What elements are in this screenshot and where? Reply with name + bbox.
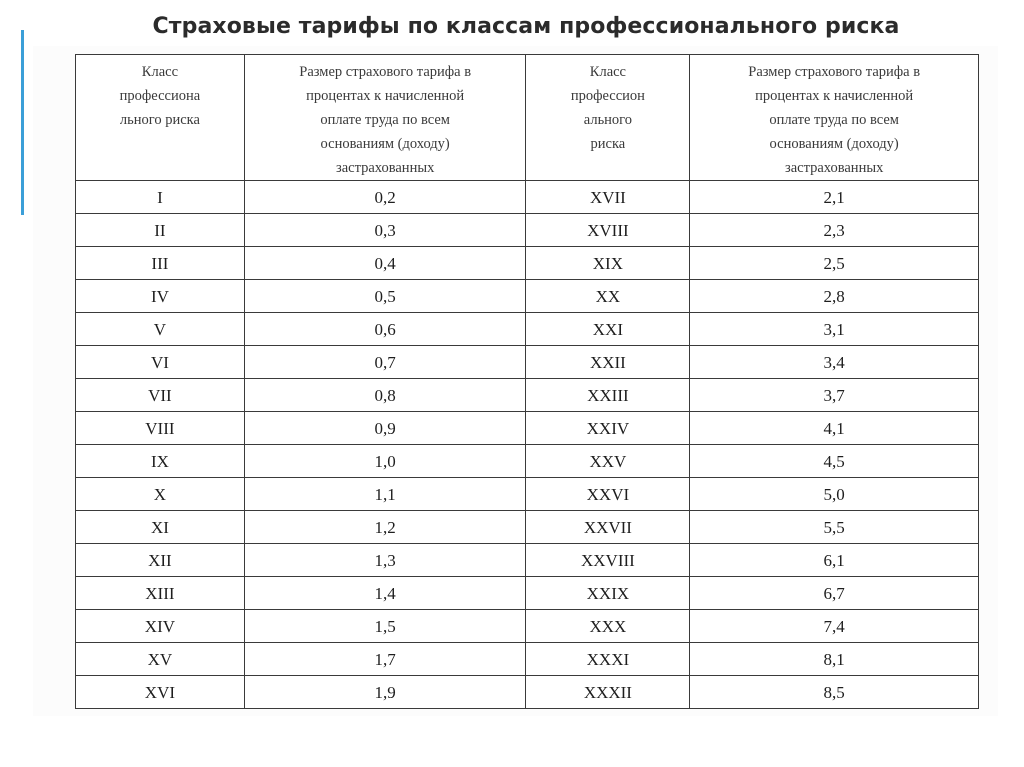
risk-class-cell: VIII [76, 412, 245, 445]
tariff-rate-cell: 7,4 [690, 610, 979, 643]
tariff-rate-cell: 2,8 [690, 280, 979, 313]
tariff-rate-cell: 1,0 [244, 445, 526, 478]
risk-class-cell: XXVI [526, 478, 690, 511]
table-row [76, 412, 979, 445]
tariff-rate-cell: 5,5 [690, 511, 979, 544]
tariff-rate-cell: 2,1 [690, 181, 979, 214]
tariff-rate-cell: 2,3 [690, 214, 979, 247]
tariff-rate-cell: 0,9 [244, 412, 526, 445]
table-row [76, 478, 979, 511]
risk-class-cell: III [76, 247, 245, 280]
tariff-rate-cell: 4,5 [690, 445, 979, 478]
table-row [76, 676, 979, 709]
tariff-rate-cell: 0,8 [244, 379, 526, 412]
tariff-rate-cell: 0,5 [244, 280, 526, 313]
risk-class-cell: XVIII [526, 214, 690, 247]
risk-class-cell: XIII [76, 577, 245, 610]
tariff-rate-cell: 1,1 [244, 478, 526, 511]
table-row [76, 379, 979, 412]
table-row [76, 214, 979, 247]
tariff-rate-cell: 1,4 [244, 577, 526, 610]
risk-class-cell: XXVIII [526, 544, 690, 577]
risk-class-cell: IV [76, 280, 245, 313]
tariff-rate-cell: 0,4 [244, 247, 526, 280]
risk-class-cell: XXIX [526, 577, 690, 610]
tariff-table [75, 54, 979, 709]
risk-class-cell: V [76, 313, 245, 346]
tariff-rate-cell: 0,7 [244, 346, 526, 379]
header-tariff-rate: Размер страхового тарифа в процентах к начисленной оплате труда по всем основаниям (доходу) застрахованных [244, 55, 526, 181]
tariff-rate-cell: 1,3 [244, 544, 526, 577]
tariff-rate-cell: 2,5 [690, 247, 979, 280]
risk-class-cell: I [76, 181, 245, 214]
header-tariff-rate: Размер страхового тарифа в процентах к начисленной оплате труда по всем основаниям (доходу) застрахованных [690, 55, 979, 181]
risk-class-cell: XIX [526, 247, 690, 280]
risk-class-cell: XV [76, 643, 245, 676]
table-row [76, 247, 979, 280]
risk-class-cell: XXX [526, 610, 690, 643]
risk-class-cell: XXIII [526, 379, 690, 412]
risk-class-cell: XI [76, 511, 245, 544]
table-row [76, 346, 979, 379]
risk-class-cell: XXXI [526, 643, 690, 676]
table-row [76, 610, 979, 643]
risk-class-cell: XXII [526, 346, 690, 379]
risk-class-cell: XXIV [526, 412, 690, 445]
tariff-rate-cell: 1,2 [244, 511, 526, 544]
table-row [76, 544, 979, 577]
tariff-rate-cell: 3,7 [690, 379, 979, 412]
tariff-rate-cell: 0,2 [244, 181, 526, 214]
slide-title: Страховые тарифы по классам профессионального риска [152, 14, 900, 39]
tariff-rate-cell: 8,1 [690, 643, 979, 676]
header-risk-class: Класс профессиона льного риска [76, 55, 245, 181]
risk-class-cell: XXI [526, 313, 690, 346]
table-row [76, 445, 979, 478]
tariff-rate-cell: 5,0 [690, 478, 979, 511]
risk-class-cell: VII [76, 379, 245, 412]
risk-class-cell: X [76, 478, 245, 511]
risk-class-cell: XXVII [526, 511, 690, 544]
risk-class-cell: VI [76, 346, 245, 379]
tariff-rate-cell: 1,9 [244, 676, 526, 709]
risk-class-cell: XXXII [526, 676, 690, 709]
tariff-rate-cell: 1,7 [244, 643, 526, 676]
table-row [76, 643, 979, 676]
risk-class-cell: XVII [526, 181, 690, 214]
risk-class-cell: XIV [76, 610, 245, 643]
tariff-rate-cell: 3,1 [690, 313, 979, 346]
tariff-rate-cell: 1,5 [244, 610, 526, 643]
accent-bar [21, 30, 24, 215]
risk-class-cell: IX [76, 445, 245, 478]
table-row [76, 511, 979, 544]
risk-class-cell: XX [526, 280, 690, 313]
risk-class-cell: XVI [76, 676, 245, 709]
table-row [76, 280, 979, 313]
table-header-row [76, 55, 979, 181]
tariff-rate-cell: 6,1 [690, 544, 979, 577]
table-body [76, 181, 979, 709]
tariff-rate-cell: 0,3 [244, 214, 526, 247]
risk-class-cell: XXV [526, 445, 690, 478]
header-risk-class: Класс профессион ального риска [526, 55, 690, 181]
tariff-rate-cell: 0,6 [244, 313, 526, 346]
table-row [76, 577, 979, 610]
tariff-rate-cell: 6,7 [690, 577, 979, 610]
risk-class-cell: XII [76, 544, 245, 577]
tariff-rate-cell: 8,5 [690, 676, 979, 709]
tariff-rate-cell: 4,1 [690, 412, 979, 445]
table-row [76, 313, 979, 346]
tariff-rate-cell: 3,4 [690, 346, 979, 379]
table-row [76, 181, 979, 214]
risk-class-cell: II [76, 214, 245, 247]
